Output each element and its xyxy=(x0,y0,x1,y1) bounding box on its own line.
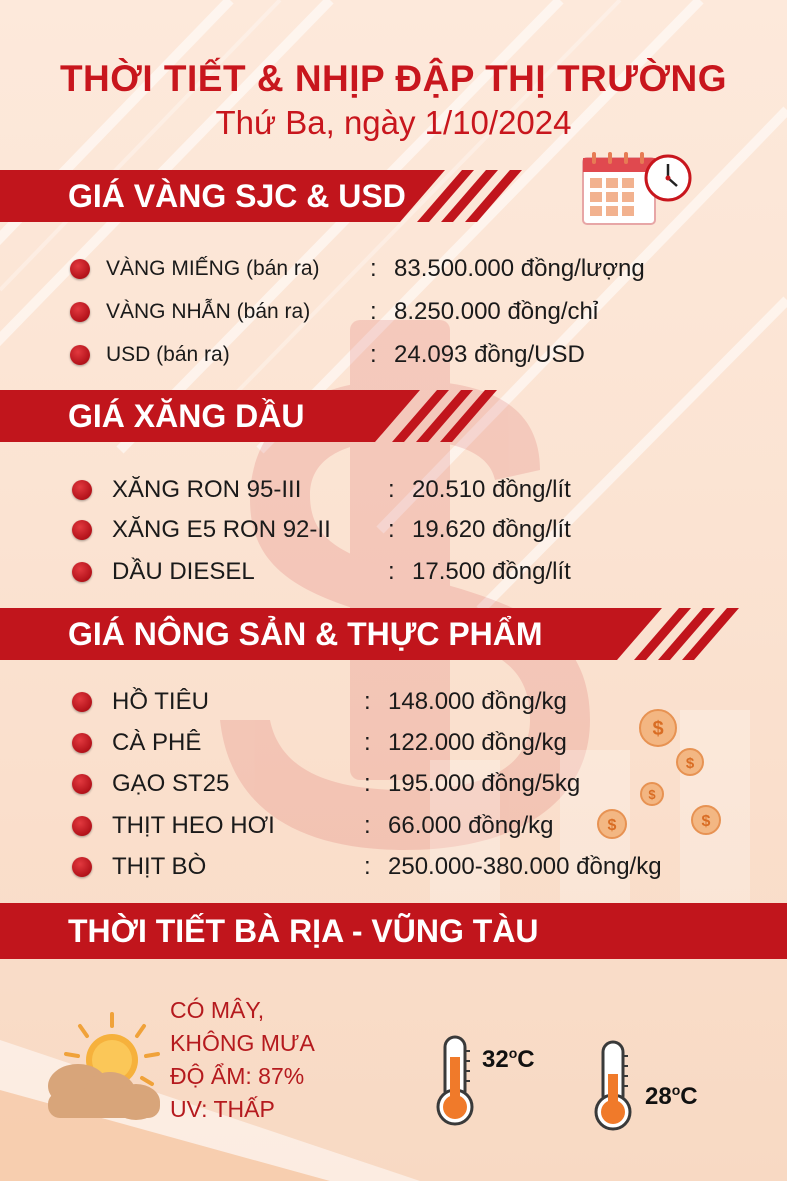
item-label: GẠO ST25 xyxy=(112,770,230,797)
item-value: 24.093 đồng/USD xyxy=(394,341,585,368)
bullet-icon xyxy=(72,520,92,540)
weather-line: KHÔNG MƯA xyxy=(170,1030,315,1056)
temp-high: 32$^o$C xyxy=(482,1045,535,1073)
list-item: VÀNG MIẾNG (bán ra) : 83.500.000 đồng/lượng xyxy=(0,253,787,285)
item-label: XĂNG RON 95-III xyxy=(112,476,302,503)
list-item: CÀ PHÊ : 122.000 đồng/kg xyxy=(0,727,787,759)
gold-heading: GIÁ VÀNG SJC & USD xyxy=(68,178,406,214)
temp-low: 28$^o$C xyxy=(645,1082,698,1110)
svg-text:$: $ xyxy=(701,813,711,830)
uv-line: UV: THẤP xyxy=(170,1096,275,1122)
svg-text:$: $ xyxy=(607,817,617,834)
agri-banner xyxy=(0,608,740,660)
item-label: HỒ TIÊU xyxy=(112,688,209,715)
humidity-line: ĐỘ ẨM: 87% xyxy=(170,1063,305,1089)
agri-heading: GIÁ NÔNG SẢN & THỰC PHẨM xyxy=(68,616,543,652)
list-item: THỊT BÒ : 250.000-380.000 đồng/kg xyxy=(0,851,787,883)
list-item: THỊT HEO HƠI : 66.000 đồng/kg xyxy=(0,810,787,842)
list-item: USD (bán ra) : 24.093 đồng/USD xyxy=(0,339,787,371)
header xyxy=(0,58,787,142)
item-value: 19.620 đồng/lít xyxy=(412,516,571,543)
list-item: DẦU DIESEL : 17.500 đồng/lít xyxy=(0,556,787,588)
item-label: THỊT HEO HƠI xyxy=(112,812,275,839)
item-value: 148.000 đồng/kg xyxy=(388,688,567,715)
bullet-icon xyxy=(70,345,90,365)
weather-line: CÓ MÂY, xyxy=(170,997,265,1023)
item-label: VÀNG NHẪN (bán ra) xyxy=(106,300,311,323)
bullet-icon xyxy=(72,816,92,836)
bullet-icon xyxy=(72,692,92,712)
fuel-heading: GIÁ XĂNG DẦU xyxy=(68,398,305,434)
item-label: XĂNG E5 RON 92-II xyxy=(112,516,331,543)
page-date: Thứ Ba, ngày 1/10/2024 xyxy=(215,104,572,141)
gold-banner xyxy=(0,170,540,222)
bullet-icon xyxy=(70,259,90,279)
item-value: 20.510 đồng/lít xyxy=(412,476,571,503)
item-value: 8.250.000 đồng/chỉ xyxy=(394,298,599,325)
svg-text:$: $ xyxy=(685,755,695,772)
bullet-icon xyxy=(72,857,92,877)
item-value: 122.000 đồng/kg xyxy=(388,729,567,756)
sun-cloud-icon xyxy=(40,1010,170,1125)
thermometer-icon xyxy=(434,1035,476,1127)
bullet-icon xyxy=(70,302,90,322)
item-value: 195.000 đồng/5kg xyxy=(388,770,581,797)
list-item: VÀNG NHẪN (bán ra) : 8.250.000 đồng/chỉ xyxy=(0,296,787,328)
bullet-icon xyxy=(72,562,92,582)
list-item: XĂNG E5 RON 92-II : 19.620 đồng/lít xyxy=(0,514,787,546)
item-label: DẦU DIESEL xyxy=(112,558,255,585)
weather-heading: THỜI TIẾT BÀ RỊA - VŨNG TÀU xyxy=(68,913,539,949)
item-label: VÀNG MIẾNG (bán ra) xyxy=(106,257,320,280)
item-value: 83.500.000 đồng/lượng xyxy=(394,255,645,282)
weather-banner xyxy=(0,903,787,959)
svg-text:$: $ xyxy=(652,718,664,740)
list-item: GẠO ST25 : 195.000 đồng/5kg xyxy=(0,768,787,800)
bullet-icon xyxy=(72,480,92,500)
bullet-icon xyxy=(72,733,92,753)
calendar-clock-icon xyxy=(580,150,695,230)
list-item: HỒ TIÊU : 148.000 đồng/kg xyxy=(0,686,787,718)
item-label: CÀ PHÊ xyxy=(112,729,202,756)
fuel-banner xyxy=(0,390,520,442)
item-value: 250.000-380.000 đồng/kg xyxy=(388,853,662,880)
list-item: XĂNG RON 95-III : 20.510 đồng/lít xyxy=(0,474,787,506)
thermometer-icon xyxy=(592,1040,634,1132)
item-label: THỊT BÒ xyxy=(112,853,207,880)
item-value: 66.000 đồng/kg xyxy=(388,812,554,839)
item-value: 17.500 đồng/lít xyxy=(412,558,571,585)
bullet-icon xyxy=(72,774,92,794)
page-title: THỜI TIẾT & NHỊP ĐẬP THỊ TRƯỜNG xyxy=(59,58,728,99)
svg-text:$: $ xyxy=(648,787,656,802)
item-label: USD (bán ra) xyxy=(106,343,230,366)
weather-conditions xyxy=(170,994,315,1126)
